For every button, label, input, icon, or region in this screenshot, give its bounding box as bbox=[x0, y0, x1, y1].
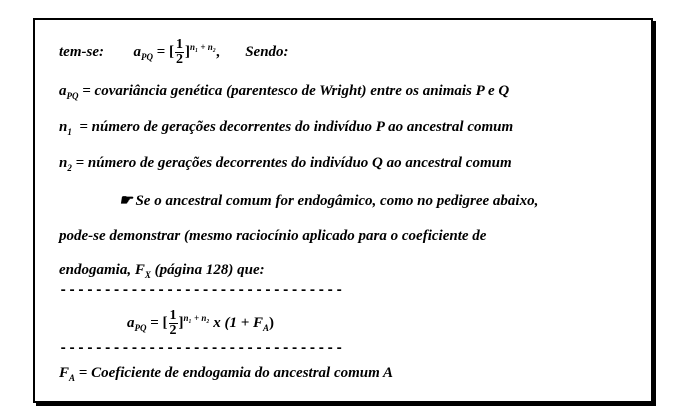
definition-row bbox=[59, 118, 513, 136]
definition-text: = covariância genética (parentesco de Wright) entre os animais P e Q bbox=[78, 83, 510, 99]
intro-close: ] bbox=[185, 43, 191, 60]
definition-symbol-sub: 2 bbox=[67, 163, 72, 173]
definition-symbol: n bbox=[59, 155, 68, 171]
note-text-3-post: (página 128) que: bbox=[150, 262, 265, 278]
intro-denominator: 2 bbox=[176, 52, 184, 67]
footer-text: = Coeficiente de endogamia do ancestral comum A bbox=[75, 365, 393, 381]
footer-definition bbox=[59, 364, 393, 382]
main-formula bbox=[127, 309, 274, 338]
footer-symbol: F bbox=[59, 365, 70, 381]
definition-symbol-sub: 1 bbox=[67, 127, 72, 137]
formula-denominator: 2 bbox=[169, 323, 177, 338]
intro-sendo: Sendo: bbox=[245, 43, 289, 60]
formula-tail: x (1 + F bbox=[209, 314, 264, 331]
formula-eq: = [ bbox=[146, 314, 168, 331]
note-text-3-sub: X bbox=[144, 270, 151, 280]
intro-comma: , bbox=[215, 43, 220, 60]
definition-text: = número de gerações decorrentes do indivíduo P ao ancestral comum bbox=[71, 119, 514, 135]
formula-tail-sub: A bbox=[263, 322, 270, 333]
intro-fraction bbox=[175, 38, 184, 67]
definition-text: = número de gerações decorrentes do indivíduo Q ao ancestral comum bbox=[71, 155, 512, 171]
formula-box bbox=[33, 18, 653, 403]
formula-close: ] bbox=[178, 314, 184, 331]
footer-symbol-sub: A bbox=[69, 373, 76, 383]
formula-lhs: a bbox=[127, 314, 135, 331]
note-text-2: pode-se demonstrar (mesmo raciocínio aplicado para o coeficiente de bbox=[59, 228, 487, 244]
definition-symbol-sub: PQ bbox=[66, 91, 79, 101]
intro-eq: = [ bbox=[152, 43, 175, 60]
definition-row bbox=[59, 82, 509, 100]
note-line-2 bbox=[59, 227, 486, 245]
definition-symbol: a bbox=[59, 83, 67, 99]
separator-bottom: -------------------------------- bbox=[59, 341, 344, 357]
note-text-1: Se o ancestral comum for endogâmico, como no pedigree abaixo, bbox=[135, 193, 539, 209]
pointing-hand-icon: ☛ bbox=[119, 193, 133, 209]
formula-tail-close: ) bbox=[269, 314, 275, 331]
intro-numerator: 1 bbox=[176, 37, 184, 52]
intro-label: tem-se: bbox=[59, 43, 104, 60]
intro-exponent: n₁ + n₂ bbox=[190, 41, 216, 52]
definition-row bbox=[59, 154, 512, 172]
note-line-1 bbox=[119, 192, 538, 210]
separator-top: -------------------------------- bbox=[59, 283, 344, 299]
formula-numerator: 1 bbox=[169, 308, 177, 323]
formula-fraction bbox=[169, 309, 178, 338]
intro-line bbox=[59, 38, 289, 67]
intro-lhs: a bbox=[133, 43, 141, 60]
note-line-3 bbox=[59, 261, 265, 279]
formula-exponent: n₁ + n₂ bbox=[183, 312, 210, 323]
intro-lhs-sub: PQ bbox=[140, 51, 153, 62]
definition-symbol: n bbox=[59, 119, 68, 135]
formula-lhs-sub: PQ bbox=[134, 322, 147, 333]
note-text-3: endogamia, F bbox=[59, 262, 145, 278]
